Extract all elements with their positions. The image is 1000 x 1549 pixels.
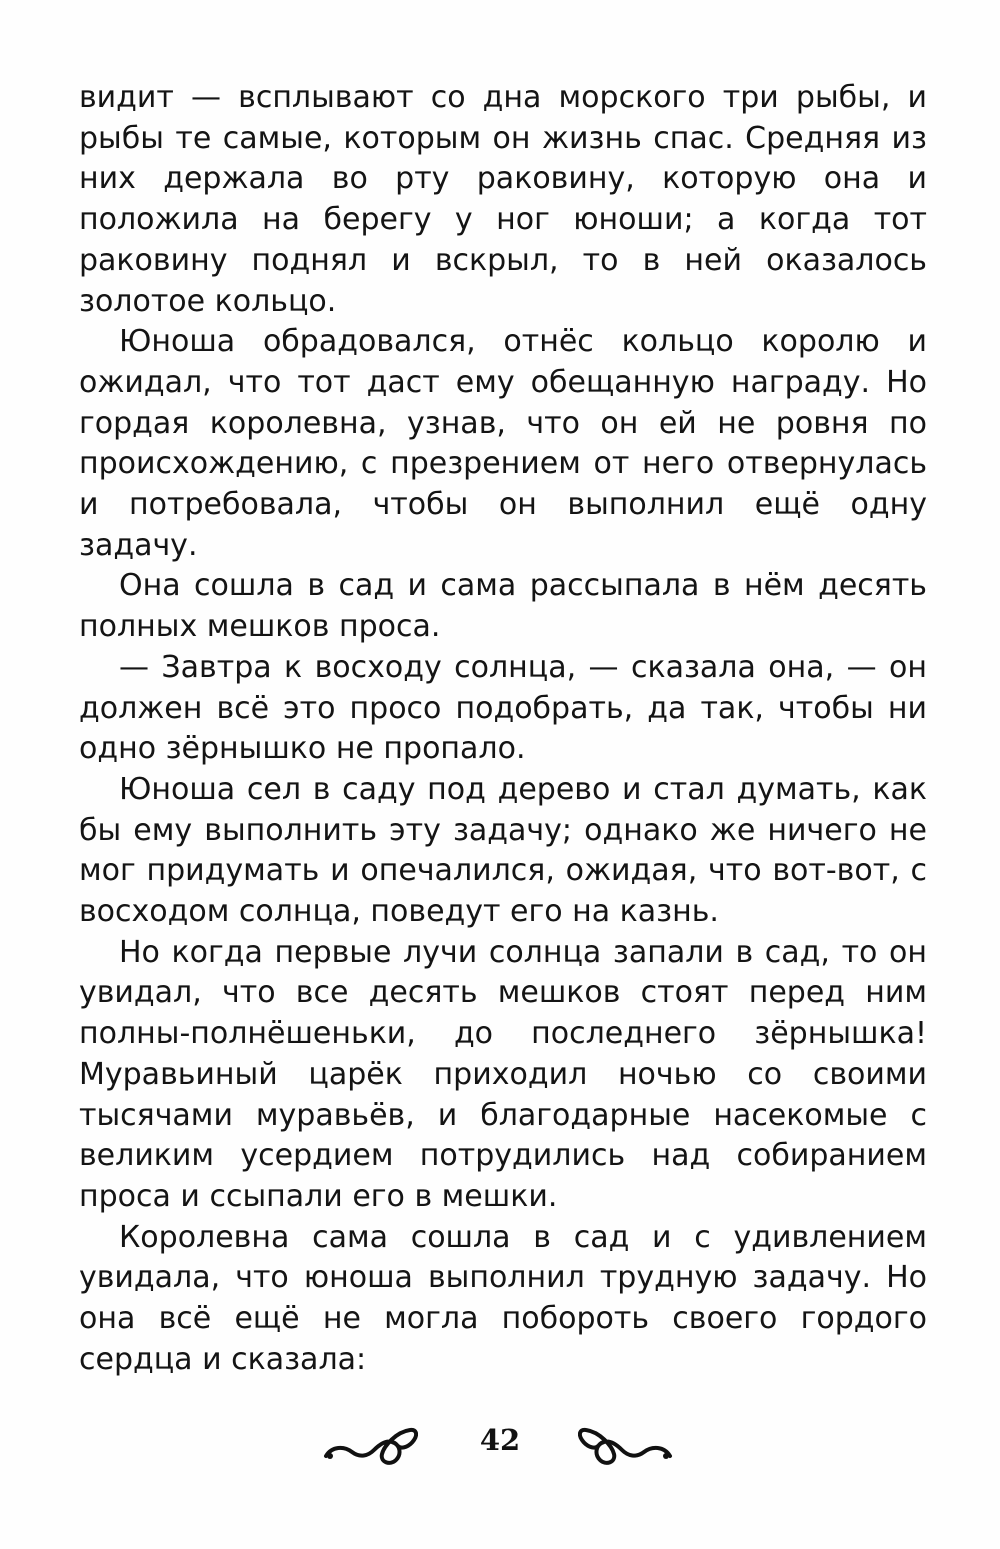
flourish-left-icon bbox=[322, 1412, 418, 1468]
paragraph-6: Но когда первые лучи солнца запали в сад, то он увидал, что все десять мешков стоят перед ним полны-полнёшеньки, до последнего зёрнышка! Муравьиный царёк приходил ночью со своими тысячами муравьёв, и благодарные насекомые с великим усердием потрудились над собиранием проса и ссыпали его в мешки. bbox=[79, 934, 927, 1214]
paragraph-5: Юноша сел в саду под дерево и стал думать, как бы ему выполнить эту задачу; однако же ничего не мог придумать и опечалился, ожидая, что вот-вот, с восходом солнца, поведут его на казнь. bbox=[79, 771, 927, 930]
page-footer bbox=[0, 1412, 1000, 1472]
paragraph-1: видит — всплывают со дна морского три рыбы, и рыбы те самые, которым он жизнь спас. Средняя из них держала во рту раковину, которую она и положила на берегу у ног юноши; а когда тот раковину поднял и вскрыл, то в ней оказалось золотое кольцо. bbox=[79, 80, 927, 319]
paragraph-4: — Завтра к восходу солнца, — сказала она, — он должен всё это просо подобрать, да так, чтобы ни одно зёрнышко не пропало. bbox=[79, 649, 927, 767]
paragraph-3: Она сошла в сад и сама рассыпала в нём десять полных мешков проса. bbox=[79, 568, 927, 645]
flourish-right-icon bbox=[578, 1412, 674, 1468]
paragraph-2: Юноша обрадовался, отнёс кольцо королю и ожидал, что тот даст ему обещанную награду. Но гордая королевна, узнав, что он ей не ровня по происхождению, с презрением от него отвернулась и потребовала, чтобы он выполнил ещё одну задачу. bbox=[79, 324, 927, 563]
paragraph-7: Королевна сама сошла в сад и с удивлением увидала, что юноша выполнил трудную задачу. Но она всё ещё не могла побороть своего гордого сердца и сказала: bbox=[79, 1219, 927, 1377]
page-number: 42 bbox=[479, 1423, 521, 1457]
body-text bbox=[79, 78, 927, 1381]
